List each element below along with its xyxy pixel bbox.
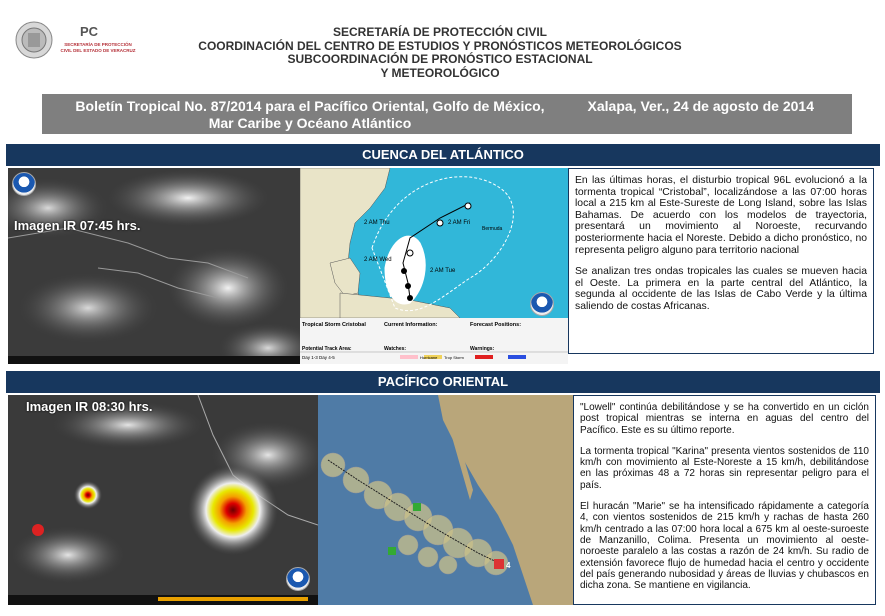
atlantic-text-box [568, 168, 874, 354]
pacific-satellite-image [8, 395, 318, 605]
pacific-text-box [573, 395, 876, 605]
atlantic-forecast-map [300, 168, 568, 364]
pacific-paragraph-2: La tormenta tropical "Karina" presenta vientos sostenidos de 110 km/h con movimiento al Este-Noreste a 15 km/h, debilitándose en las próximas 48 a 72 horas sin representar peligro para el país. [580, 445, 869, 491]
map-label-tue: 2 AM Tue [430, 268, 456, 274]
map-marie-category: 4 [506, 561, 511, 570]
noaa-logo-icon [12, 172, 36, 196]
map-forecast-positions: Forecast Positions: [470, 322, 522, 328]
map-watch-tropstorm: Trop Storm [444, 355, 464, 360]
pacific-track-map [318, 395, 573, 605]
logo-abbr: PC [80, 24, 99, 39]
map-current-info: Current Information: [384, 322, 438, 328]
state-seal-logo [14, 20, 54, 60]
map-label-bermuda: Bermuda [482, 226, 503, 232]
map-storm-name: Tropical Storm Cristobal [302, 322, 366, 328]
header-line-4: Y METEOROLÓGICO [380, 65, 500, 80]
map-label-thu: 2 AM Thu [364, 220, 390, 226]
map-warnings: Warnings: [470, 346, 495, 352]
pacific-section-title: PACÍFICO ORIENTAL [6, 371, 880, 393]
atlantic-paragraph-2: Se analizan tres ondas tropicales las cuales se mueven hacia el Oeste. La primera en la parte central del Atlántico, la segunda al occidente de las Islas de Cabo Verde y la última saliendo de costas Africanas. [575, 266, 867, 312]
header-line-2: COORDINACIÓN DEL CENTRO DE ESTUDIOS Y PRONÓSTICOS METEOROLÓGICOS [198, 38, 682, 53]
map-watches: Watches: [384, 346, 407, 352]
map-track-area: Potential Track Area: [302, 346, 352, 352]
bulletin-bar [42, 94, 852, 134]
page-header [180, 26, 700, 80]
atlantic-satellite-image [8, 168, 300, 364]
map-label-wed: 2 AM Wed [364, 257, 392, 263]
map-label-fri: 2 AM Fri [448, 220, 471, 226]
pacific-paragraph-1: "Lowell" continúa debilitándose y se ha convertido en un ciclón post tropical mientras se interna en aguas del centro del Pacífico. Este es su último reporte. [580, 402, 869, 436]
logo-subtitle: SECRETARÍA DE PROTECCIÓN CIVIL DEL ESTADO DE VERACRUZ [60, 42, 136, 53]
atlantic-section-title: CUENCA DEL ATLÁNTICO [6, 144, 880, 166]
map-watch-hurricane: Hurricane [420, 355, 438, 360]
noaa-logo-icon [286, 567, 310, 591]
cone-forecast-map [300, 168, 568, 364]
atlantic-paragraph-1: En las últimas horas, el disturbio tropical 96L evolucionó a la tormenta tropical “Cristobal”, localizándose a las 07:00 horas local a 215 km al Este-Sureste de Long Island, sobre las Islas Bahamas. De acuerdo con los modelos de trayectoria, presentará un movimiento al Noroeste, recurvando posteriormente hacia el Noreste. Debido a dicho pronóstico, no representa peligro alguno para territorio nacional [575, 175, 867, 256]
header-line-1: SECRETARÍA DE PROTECCIÓN CIVIL [332, 25, 547, 39]
bulletin-title: Boletín Tropical No. 87/2014 para el Pacífico Oriental, Golfo de México, Mar Caribe y Océano Atlántico [75, 98, 545, 131]
bulletin-date: Xalapa, Ver., 24 de agosto de 2014 [587, 98, 814, 114]
atlantic-ir-picture [8, 168, 300, 364]
map-track-days: Day 1-3 Day 4-5 [302, 355, 335, 360]
atlantic-image-label: Imagen IR 07:45 hrs. [14, 218, 141, 233]
pacific-paragraph-3: El huracán "Marie" se ha intensificado rápidamente a categoría 4, con vientos sostenidos de 215 km/h y rachas de hasta 260 km/h centrado a las 07:00 hora local a 675 km al oeste-suroeste de Manzanillo, Colima. Presenta un movimiento al oeste-noroeste paralelo a las costas a razón de 24 km/h. Su radio de extensión favorece flujo de humedad hacia el centro y occidente del país generando nubosidad y áreas de lluvias y chubascos en dicha zona. Se mantiene en vigilancia. [580, 501, 869, 592]
header-line-3: SUBCOORDINACIÓN DE PRONÓSTICO ESTACIONAL [287, 52, 593, 66]
pacific-ir-picture [8, 395, 318, 605]
pacific-forecast-map [318, 395, 573, 605]
noaa-logo-icon [530, 292, 554, 316]
pacific-image-label: Imagen IR 08:30 hrs. [26, 399, 153, 414]
